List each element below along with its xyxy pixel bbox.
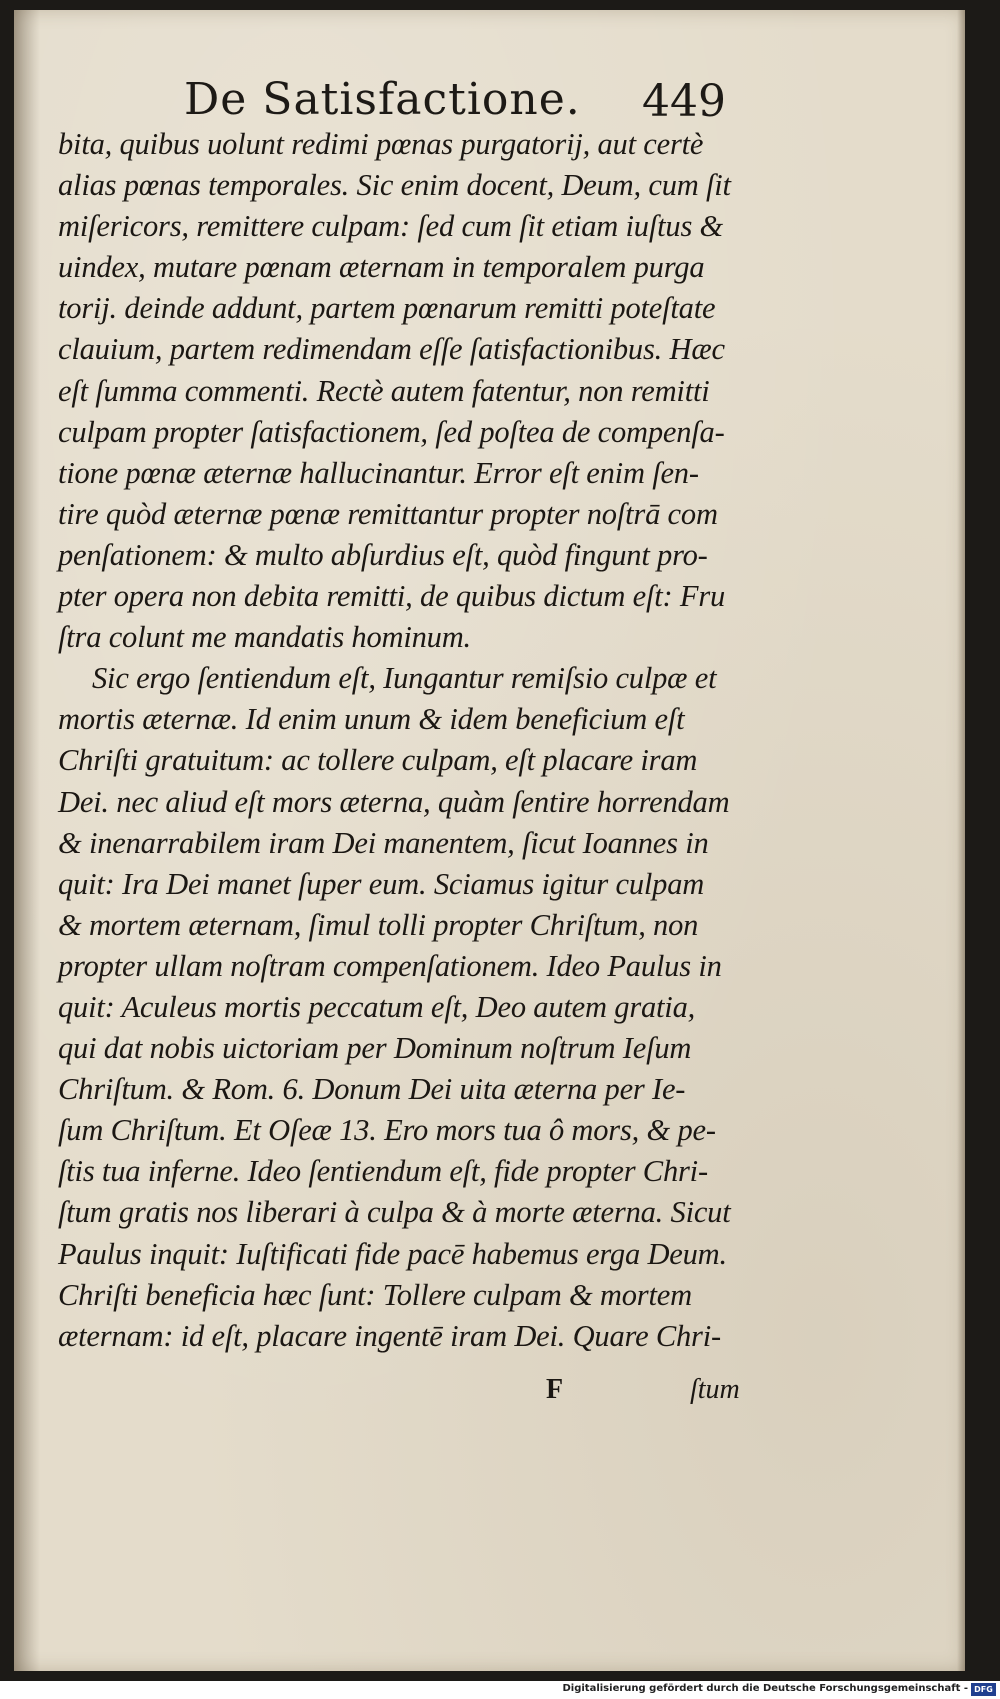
- page-footer: [58, 1374, 738, 1414]
- text-line: propter ullam noſtram compenſationem. Ideo Paulus in: [58, 948, 722, 983]
- signature-mark: F: [546, 1374, 564, 1405]
- page-gutter-shadow: [14, 10, 40, 1671]
- running-title: De Satisfactione.: [184, 74, 581, 125]
- text-line: & mortem æternam, ſimul tolli propter Chriſtum, non: [58, 907, 699, 942]
- dfg-logo-icon: DFG: [971, 1683, 996, 1696]
- text-line: qui dat nobis uictoriam per Dominum noſtrum Ieſum: [58, 1031, 692, 1066]
- text-line: ſtra colunt me mandatis hominum.: [58, 620, 471, 655]
- text-line: ſum Chriſtum. Et Oſeæ 13. Ero mors tua ô mors, & pe-: [58, 1113, 716, 1148]
- text-line: & inenarrabilem iram Dei manentem, ſicut Ioannes in: [58, 825, 709, 860]
- text-line: uindex, mutare pœnam æternam in temporalem purga: [58, 250, 705, 285]
- text-line: eſt ſumma commenti. Rectè autem fatentur, non remitti: [58, 373, 710, 408]
- text-line: bita, quibus uolunt redimi pœnas purgatorij, aut certè: [58, 127, 704, 161]
- book-page: [14, 10, 965, 1671]
- text-line: Paulus inquit: Iuſtificati fide pacē habemus erga Deum.: [58, 1236, 727, 1271]
- digitization-credit-bar: [0, 1681, 1000, 1699]
- credit-text: Digitalisierung gefördert durch die Deutsche Forschungsgemeinschaft -: [562, 1683, 968, 1694]
- text-line: alias pœnas temporales. Sic enim docent, Deum, cum ſit: [58, 168, 731, 203]
- text-line: ſtis tua inferne. Ideo ſentiendum eſt, fide propter Chri-: [58, 1154, 708, 1189]
- text-line: clauium, partem redimendam eſſe ſatisfactionibus. Hæc: [58, 332, 725, 367]
- text-line: Dei. nec aliud eſt mors æterna, quàm ſentire horrendam: [58, 784, 730, 819]
- body-text: [58, 124, 738, 1357]
- text-line: torij. deinde addunt, partem pœnarum remitti poteſtate: [58, 291, 716, 326]
- paragraph-start-line: Sic ergo ſentiendum eſt, Iungantur remiſsio culpæ et: [92, 661, 717, 696]
- text-line: Chriſtum. & Rom. 6. Donum Dei uita æterna per Ie-: [58, 1072, 686, 1107]
- text-line: pter opera non debita remitti, de quibus dictum eſt: Fru: [58, 579, 726, 614]
- page-edge-shadow: [957, 10, 965, 1671]
- text-line: miſericors, remittere culpam: ſed cum ſit etiam iuſtus &: [58, 209, 724, 244]
- text-line: mortis æternæ. Id enim unum & idem beneficium eſt: [58, 702, 685, 737]
- text-line: æternam: id eſt, placare ingentē iram Dei. Quare Chri-: [58, 1318, 721, 1353]
- text-line: culpam propter ſatisfactionem, ſed poſtea de compenſa-: [58, 414, 725, 449]
- text-line: ſtum gratis nos liberari à culpa & à morte æterna. Sicut: [58, 1195, 731, 1230]
- page-number: 449: [642, 76, 726, 127]
- text-line: tire quòd æternæ pœnæ remittantur propter noſtrā com: [58, 496, 718, 531]
- catchword: ſtum: [690, 1374, 740, 1405]
- text-line: Chriſti beneficia hæc ſunt: Tollere culpam & mortem: [58, 1277, 692, 1312]
- text-line: quit: Aculeus mortis peccatum eſt, Deo autem gratia,: [58, 989, 696, 1024]
- text-line: Chriſti gratuitum: ac tollere culpam, eſt placare iram: [58, 743, 698, 778]
- text-line: quit: Ira Dei manet ſuper eum. Sciamus igitur culpam: [58, 866, 705, 901]
- text-line: tione pœnæ æternæ hallucinantur. Error eſt enim ſen-: [58, 455, 699, 490]
- text-line: penſationem: & multo abſurdius eſt, quòd fingunt pro-: [58, 537, 708, 572]
